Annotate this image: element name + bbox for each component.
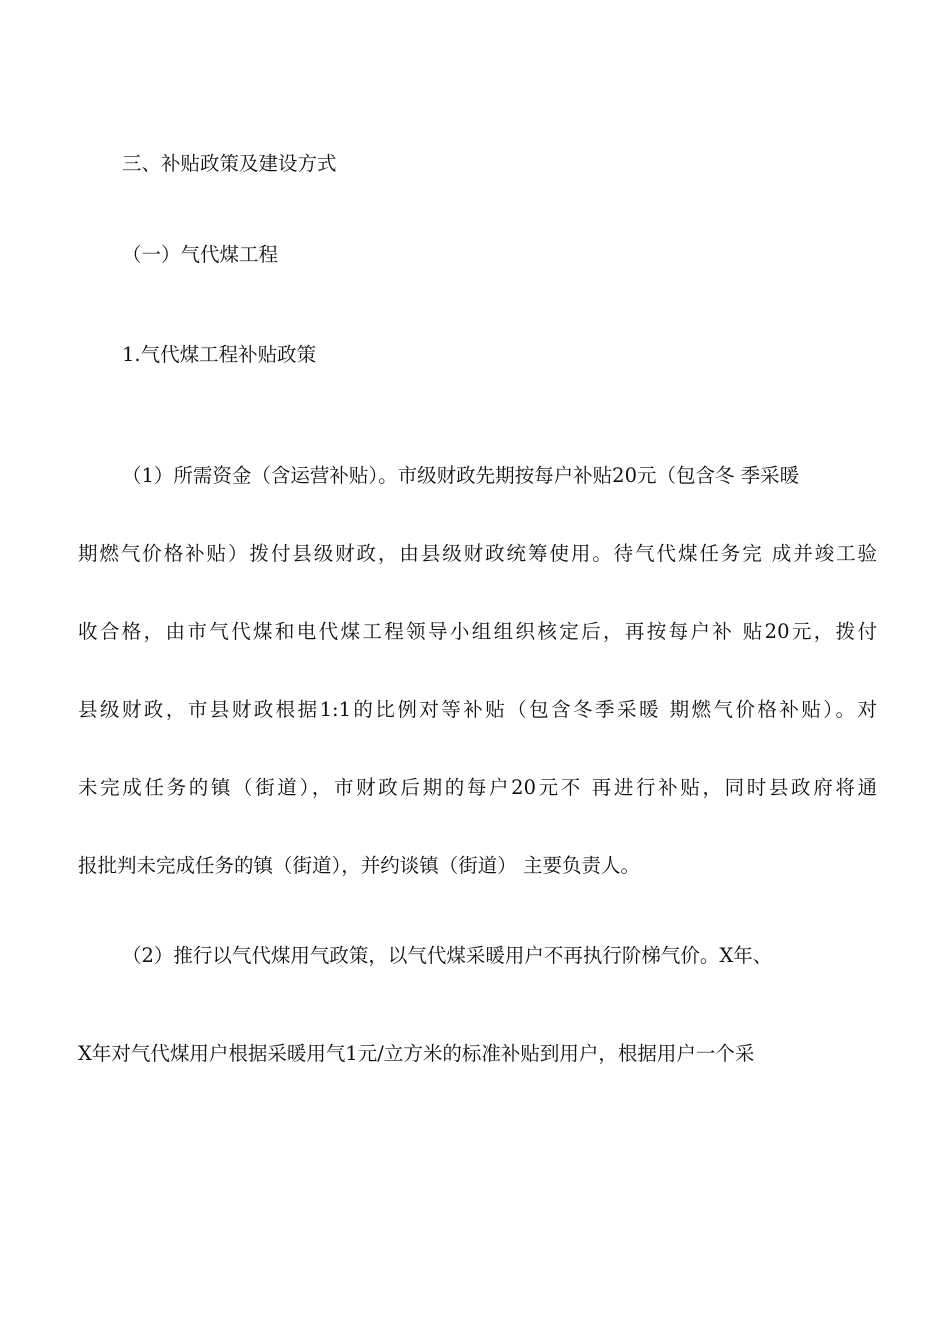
paragraph-line: 期燃气价格补贴）拨付县级财政，由县级财政统筹使用。待气代煤任务完 成并竣工验 — [78, 542, 877, 565]
paragraph-line: X年对气代煤用户根据采暖用气1元/立方米的标准补贴到用户，根据用户一个采 — [78, 1042, 755, 1065]
paragraph-line: （2）推行以气代煤用气政策，以气代煤采暖用户不再执行阶梯气价。X年、 — [122, 944, 773, 967]
paragraph-line: 报批判未完成任务的镇（街道），并约谈镇（街道） 主要负责人。 — [78, 854, 640, 877]
paragraph-line: （1）所需资金（含运营补贴）。市级财政先期按每户补贴20元（包含冬 季采暖 — [122, 464, 800, 487]
subsection-heading: （一）气代煤工程 — [122, 243, 279, 266]
item-heading: 1.气代煤工程补贴政策 — [122, 343, 317, 366]
paragraph-line: 未完成任务的镇（街道），市财政后期的每户20元不 再进行补贴，同时县政府将通 — [78, 776, 877, 799]
paragraph-line: 县级财政，市县财政根据1:1的比例对等补贴（包含冬季采暖 期燃气价格补贴）。对 — [78, 698, 877, 721]
paragraph-line: 收合格，由市气代煤和电代煤工程领导小组组织核定后，再按每户补 贴20元，拨付 — [78, 620, 877, 643]
section-heading: 三、补贴政策及建设方式 — [122, 152, 337, 175]
